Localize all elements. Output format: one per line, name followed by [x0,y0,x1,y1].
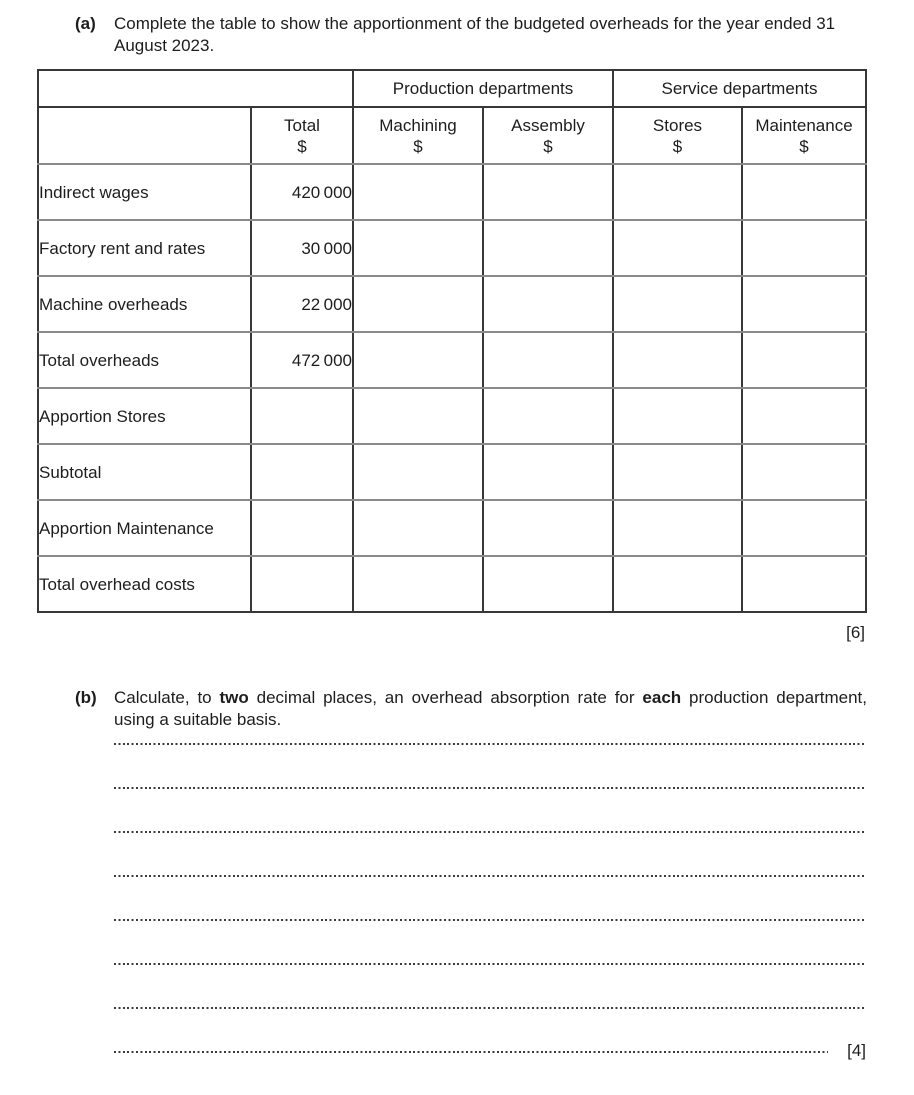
column-label: Machining [379,115,457,135]
marks-b: [4] [847,1041,866,1060]
answer-line[interactable] [114,787,866,831]
row-label: Apportion Maintenance [38,500,251,556]
machining-cell[interactable] [353,164,483,220]
answer-line[interactable] [114,919,866,963]
question-b [75,687,914,731]
column-label: Stores [652,115,703,135]
maintenance-cell[interactable] [742,444,866,500]
total-cell[interactable] [251,388,353,444]
row-label: Machine overheads [38,276,251,332]
machining-cell[interactable] [353,388,483,444]
assembly-cell[interactable] [483,556,613,612]
emphasis-text: two [219,688,249,707]
column-unit: $ [799,136,809,156]
dotted-rule [114,831,866,833]
emphasis-text: each [642,688,682,707]
stores-cell[interactable] [613,500,742,556]
assembly-cell[interactable] [483,332,613,388]
maintenance-cell[interactable] [742,500,866,556]
answer-line[interactable] [114,963,866,1007]
dotted-rule [114,919,866,921]
row-label: Indirect wages [38,164,251,220]
table-row [38,276,866,332]
column-label: Total [284,115,320,135]
total-cell[interactable] [251,500,353,556]
row-label: Total overhead costs [38,556,251,612]
assembly-cell[interactable] [483,220,613,276]
total-cell[interactable] [251,444,353,500]
machining-cell[interactable] [353,500,483,556]
assembly-cell[interactable] [483,500,613,556]
question-a-number: (a) [75,14,96,33]
overhead-apportionment-table [37,69,867,613]
answer-line[interactable] [114,743,866,787]
table-row [38,332,866,388]
stores-cell[interactable] [613,276,742,332]
corner-cell [38,70,353,107]
total-cell: 420 000 [251,164,353,220]
text-segment: Calculate, to [114,688,220,707]
column-unit: $ [672,136,683,156]
production-departments-header: Production departments [353,70,613,107]
machining-cell[interactable] [353,276,483,332]
row-label: Total overheads [38,332,251,388]
maintenance-cell[interactable] [742,220,866,276]
maintenance-cell[interactable] [742,556,866,612]
total-cell[interactable] [251,556,353,612]
assembly-cell[interactable] [483,388,613,444]
row-label: Factory rent and rates [38,220,251,276]
column-header-row [38,107,866,164]
marks-a: [6] [846,623,865,642]
text-segment: production department, using a suitable basis. [114,688,867,729]
answer-lines [114,743,866,1095]
table-body [38,164,866,612]
total-cell: 472 000 [251,332,353,388]
assembly-column-header [483,107,613,164]
stores-cell[interactable] [613,388,742,444]
answer-line[interactable] [114,1041,866,1095]
total-cell: 22 000 [251,276,353,332]
answer-line[interactable] [114,875,866,919]
maintenance-cell[interactable] [742,276,866,332]
maintenance-cell[interactable] [742,332,866,388]
total-cell: 30 000 [251,220,353,276]
dotted-rule [114,743,866,745]
question-b-number: (b) [75,688,97,707]
question-a [75,0,914,57]
stores-cell[interactable] [613,444,742,500]
table-header [38,70,866,164]
column-unit: $ [543,136,553,156]
dotted-rule [114,1007,866,1009]
maintenance-cell[interactable] [742,164,866,220]
table-row [38,388,866,444]
table-row [38,220,866,276]
machining-column-header [353,107,483,164]
machining-cell[interactable] [353,332,483,388]
stores-cell[interactable] [613,332,742,388]
dotted-rule [114,875,866,877]
machining-cell[interactable] [353,556,483,612]
table-row [38,164,866,220]
column-unit: $ [297,136,307,156]
service-departments-header: Service departments [613,70,866,107]
answer-line[interactable] [114,1007,866,1051]
question-a-text: Complete the table to show the apportionment of the budgeted overheads for the year ended 31 August 2023. [114,14,836,55]
row-label-header-cell [38,107,251,164]
assembly-cell[interactable] [483,276,613,332]
group-header-row [38,70,866,107]
machining-cell[interactable] [353,220,483,276]
row-label: Apportion Stores [38,388,251,444]
total-column-header [251,107,353,164]
text-segment: decimal places, an overhead absorption rate for [248,688,643,707]
table-row [38,556,866,612]
stores-cell[interactable] [613,164,742,220]
maintenance-column-header [742,107,866,164]
table-row [38,500,866,556]
stores-cell[interactable] [613,556,742,612]
answer-line[interactable] [114,831,866,875]
column-label: Assembly [511,115,585,135]
dotted-rule [114,963,866,965]
stores-column-header [613,107,742,164]
table-row [38,444,866,500]
dotted-rule [114,787,866,789]
dotted-rule [114,1051,828,1053]
question-b-text [114,687,867,731]
assembly-cell[interactable] [483,444,613,500]
assembly-cell[interactable] [483,164,613,220]
row-label: Subtotal [38,444,251,500]
column-unit: $ [413,136,423,156]
maintenance-cell[interactable] [742,388,866,444]
machining-cell[interactable] [353,444,483,500]
stores-cell[interactable] [613,220,742,276]
column-label: Maintenance [755,115,853,135]
